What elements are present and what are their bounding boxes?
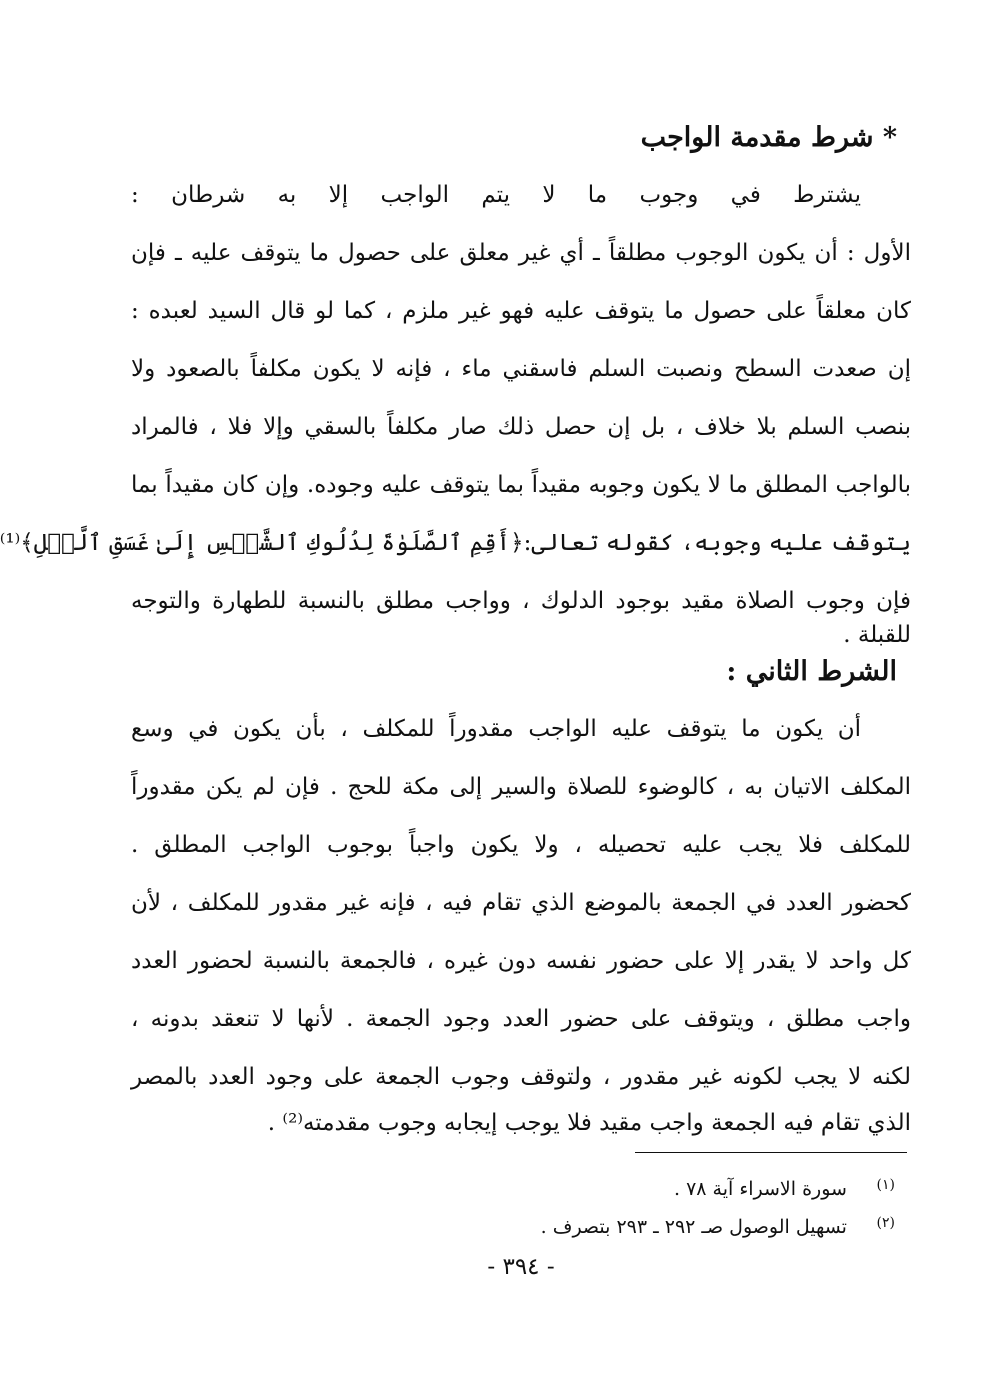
footnote — [335, 1208, 895, 1242]
body-line: فإن وجوب الصلاة مقيد بوجود الدلوك ، وواجب مطلق بالنسبة للطهارة والتوجه — [131, 588, 911, 614]
footnote-text: سورة الاسراء آية ٧٨ . — [673, 1178, 847, 1200]
body-line: يشترط في وجوب ما لا يتم الواجب إلا به شرطان : — [131, 182, 861, 208]
page-number: - ٣٩٤ - — [487, 1254, 555, 1280]
body-line: الذي تقام فيه الجمعة واجب مقيد فلا يوجب إيجابه وجوب مقدمته⁽²⁾ . — [267, 1110, 911, 1136]
body-line: الأول : أن يكون الوجوب مطلقاً ـ أي غير معلق على حصول ما يتوقف عليه ـ فإن — [131, 240, 911, 266]
body-line: للمكلف فلا يجب عليه تحصيله ، ولا يكون واجباً بوجوب الواجب المطلق . — [131, 832, 911, 858]
subsection-heading: الشرط الثاني : — [726, 656, 897, 687]
body-line: لكنه لا يجب لكونه غير مقدور ، ولتوقف وجوب الجمعة على وجود العدد بالمصر — [131, 1064, 911, 1090]
body-line: كل واحد لا يقدر إلا على حضور نفسه دون غيره ، فالجمعة بالنسبة لحضور العدد — [131, 948, 911, 974]
body-line: بالواجب المطلق ما لا يكون وجوبه مقيداً بما يتوقف عليه وجوده. وإن كان مقيداً بما — [131, 472, 911, 498]
body-line: المكلف الاتيان به ، كالوضوء للصلاة والسير إلى مكة للحج . فإن لم يكن مقدوراً — [131, 774, 911, 800]
footnote-number: (٢) — [876, 1215, 895, 1231]
body-line: بنصب السلم بلا خلاف ، بل إن حصل ذلك صار مكلفاً بالسقي وإلا فلا ، فالمراد — [131, 414, 911, 440]
footnote-number: (١) — [876, 1177, 895, 1193]
body-line: كان معلقاً على حصول ما يتوقف عليه فهو غير ملزم ، كما لو قال السيد لعبده : — [131, 298, 911, 324]
body-line: إن صعدت السطح ونصبت السلم فاسقني ماء ، فإنه لا يكون مكلفاً بالصعود ولا — [131, 356, 911, 382]
body-line: واجب مطلق ، ويتوقف على حضور العدد وجود الجمعة . لأنها لا تنعقد بدونه ، — [131, 1006, 911, 1032]
footnote-text: تسهيل الوصول صـ ٢٩٢ ـ ٢٩٣ بتصرف . — [540, 1216, 847, 1238]
body-line: للقبلة . — [843, 622, 911, 648]
body-line: كحضور العدد في الجمعة بالموضع الذي تقام فيه ، فإنه غير مقدور للمكلف ، لأن — [131, 890, 911, 916]
section-heading: * شرط مقدمة الواجب — [640, 122, 897, 153]
body-line: أن يكون ما يتوقف عليه الواجب مقدوراً للمكلف ، بأن يكون في وسع — [131, 716, 861, 742]
footnote-divider — [635, 1152, 907, 1153]
footnote — [335, 1170, 895, 1204]
body-line-quran-verse: يتوقف عليه وجوبه، كقوله تعالى:﴿أَقِمِ ٱلصَّلَوٰةَ لِدُلُوكِ ٱلشَّمۡسِ إِلَىٰ غَسَقِ ٱلَّيۡلِ﴾⁽¹⁾ — [0, 530, 911, 556]
